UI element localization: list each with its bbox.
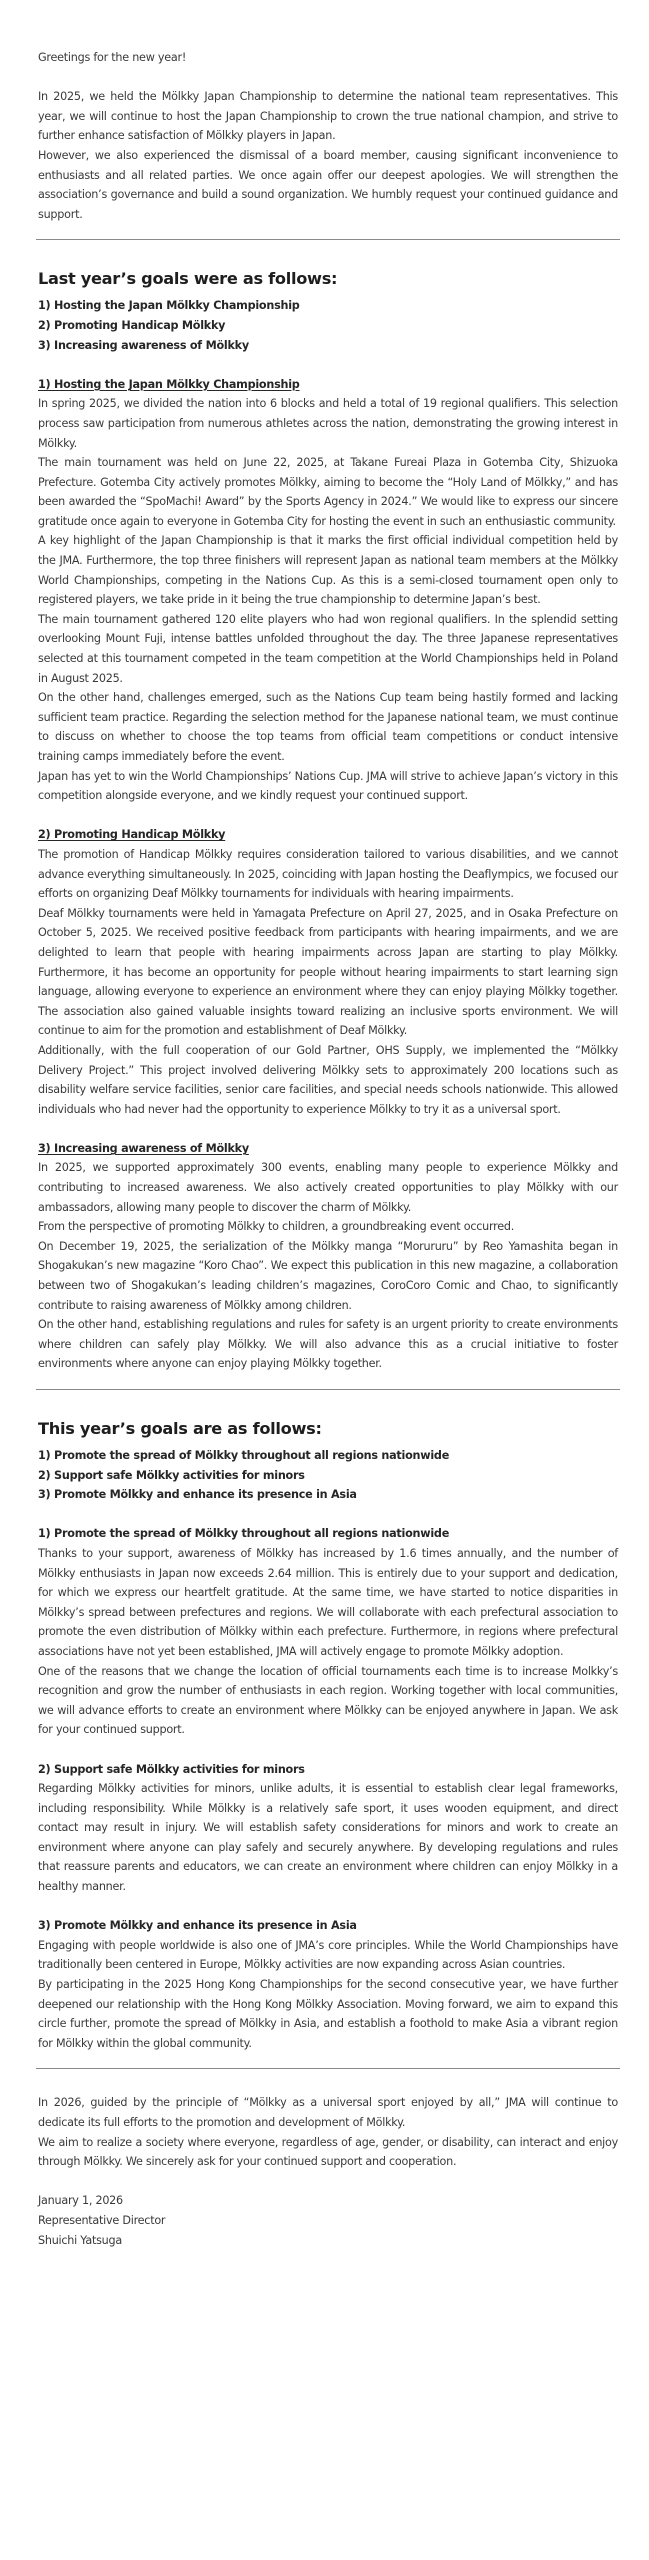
intro-paragraph: However, we also experienced the dismissal of a board member, causing significant inconvenience to enthusiasts and all related parties. We once again offer our deepest apologies. We will strengthen the association’s governance and build a sound organization. We humbly request your continued guidance and support. bbox=[38, 148, 618, 221]
this-year-subsection-1 bbox=[38, 1524, 618, 1740]
closing-paragraph: We aim to realize a society where everyone, regardless of age, gender, or disability, can interact and enjoy through Mölkky. We sincerely ask for your continued support and cooperation. bbox=[38, 2135, 618, 2169]
subsection-title: 1) Hosting the Japan Mölkky Championship bbox=[38, 377, 300, 391]
body-paragraph: Regarding Mölkky activities for minors, unlike adults, it is essential to establish clear legal frameworks, including responsibility. While Mölkky is a relatively safe sport, it uses wooden equipment, and direct contact may result in injury. We will establish safety considerations for minors and work to create an environment where anyone can play safely and securely anywhere. By developing regulations and rules that reassure parents and educators, we can create an environment where children can enjoy Mölkky in a healthy manner. bbox=[38, 1782, 618, 1894]
goal-item: 2) Support safe Mölkky activities for minors bbox=[38, 1468, 305, 1482]
goal-item: 1) Promote the spread of Mölkky throughout all regions nationwide bbox=[38, 1449, 450, 1462]
body-paragraph: In 2025, we supported approximately 300 events, enabling many people to experience Mölkky and contributing to increased awareness. We also actively created opportunities to play Mölkky with our ambassadors, allowing many people to discover the charm of Mölkky. bbox=[38, 1161, 618, 1214]
closing-section bbox=[38, 2093, 618, 2171]
body-paragraph: Additionally, with the full cooperation of our Gold Partner, OHS Supply, we implemented the “Mölkky Delivery Project.” This project involved delivering Mölkky sets to approximately 200 locations such as disability welfare service facilities, senior care facilities, and special needs schools nationwide. This allowed individuals who had never had the opportunity to experience Mölkky to try it as a universal sport. bbox=[38, 1043, 618, 1116]
subsection-title: 3) Promote Mölkky and enhance its presence in Asia bbox=[38, 1919, 357, 1933]
last-year-subsection-2 bbox=[38, 825, 618, 1119]
last-year-goals-section bbox=[38, 268, 618, 1374]
body-paragraph: Japan has yet to win the World Championships’ Nations Cup. JMA will strive to achieve Japan’s victory in this competition alongside everyone, and we kindly request your continued support. bbox=[38, 769, 618, 803]
goal-item: 1) Hosting the Japan Mölkky Championship bbox=[38, 299, 300, 313]
this-year-subsection-3 bbox=[38, 1916, 618, 2053]
greeting: Greetings for the new year! bbox=[38, 51, 187, 64]
subsection-title: 2) Support safe Mölkky activities for minors bbox=[38, 1762, 305, 1776]
body-paragraph: Thanks to your support, awareness of Mölkky has increased by 1.6 times annually, and the number of Mölkky enthusiasts in Japan now exceeds 2.64 million. This is entirely due to your support and dedication, for which we express our heartfelt gratitude. At the same time, we have started to notice disparities in Mölkky’s spread between prefectures and regions. We will collaborate with each prefectural association to promote the even distribution of Mölkky within each prefecture. Furthermore, in regions where prefectural associations have not yet been established, JMA will actively engage to promote Mölkky adoption. bbox=[38, 1546, 618, 1658]
divider bbox=[36, 239, 620, 240]
signature-date: January 1, 2026 bbox=[38, 2194, 123, 2208]
body-paragraph: One of the reasons that we change the location of official tournaments each time is to increase Molkky’s recognition and grow the number of enthusiasts in each region. Working together with local communities, we will advance efforts to create an environment where Mölkky can be enjoyed anywhere in Japan. We ask for your continued support. bbox=[38, 1664, 618, 1737]
body-paragraph: The main tournament was held on June 22, 2025, at Takane Fureai Plaza in Gotemba City, Shizuoka Prefecture. Gotemba City actively promotes Mölkky, aiming to become the “Holy Land of Mölkky,” and has been awarded the “SpoMachi! Award” by the Sports Agency in 2024.” We would like to express our sincere gratitude once again to everyone in Gotemba City for hosting the event in such an enthusiastic community. bbox=[38, 456, 618, 528]
signature-role: Representative Director bbox=[38, 2213, 166, 2227]
this-year-subsection-2 bbox=[38, 1760, 618, 1897]
subsection-title: 3) Increasing awareness of Mölkky bbox=[38, 1141, 249, 1155]
divider bbox=[36, 2068, 620, 2069]
body-paragraph: On December 19, 2025, the serialization of the Mölkky manga “Morururu” by Reo Yamashita began in Shogakukan’s new magazine “Koro Chao”. We expect this publication in this new magazine, a collaboration between two of Shogakukan’s leading children’s magazines, CoroCoro Comic and Chao, to significantly contribute to raising awareness of Mölkky among children. bbox=[38, 1239, 618, 1312]
body-paragraph: From the perspective of promoting Mölkky to children, a groundbreaking event occurred. bbox=[38, 1220, 515, 1234]
divider bbox=[36, 1389, 620, 1390]
signature-block bbox=[38, 2191, 618, 2250]
last-year-subsection-3 bbox=[38, 1139, 618, 1374]
intro-section bbox=[38, 87, 618, 224]
this-year-goal-list bbox=[38, 1446, 618, 1505]
last-year-goal-list bbox=[38, 296, 618, 355]
subsection-title: 2) Promoting Handicap Mölkky bbox=[38, 828, 226, 842]
subsection-title: 1) Promote the spread of Mölkky throughout all regions nationwide bbox=[38, 1527, 450, 1541]
body-paragraph: On the other hand, establishing regulations and rules for safety is an urgent priority to create environments where children can safely play Mölkky. We will also advance this as a crucial initiative to foster environments where anyone can enjoy playing Mölkky together. bbox=[38, 1318, 618, 1371]
goal-item: 2) Promoting Handicap Mölkky bbox=[38, 318, 226, 332]
closing-paragraph: In 2026, guided by the principle of “Mölkky as a universal sport enjoyed by all,” JMA will continue to dedicate its full efforts to the promotion and development of Mölkky. bbox=[38, 2096, 618, 2129]
this-year-heading: This year’s goals are as follows: bbox=[38, 1419, 322, 1438]
body-paragraph: In spring 2025, we divided the nation into 6 blocks and held a total of 19 regional qualifiers. This selection process saw participation from numerous athletes across the nation, demonstrating the growing interest in Mölkky. bbox=[38, 397, 618, 450]
body-paragraph: Deaf Mölkky tournaments were held in Yamagata Prefecture on April 27, 2025, and in Osaka Prefecture on October 5, 2025. We received positive feedback from participants with hearing impairments, and we are delighted to learn that people with hearing impairments across Japan are starting to play Mölkky. Furthermore, it has become an opportunity for people without hearing impairments to start learning sign language, allowing everyone to experience an environment where they can enjoy playing Mölkky together. The association also gained valuable insights toward realizing an inclusive sports environment. We will continue to aim for the promotion and establishment of Deaf Mölkky. bbox=[38, 906, 618, 1038]
last-year-heading: Last year’s goals were as follows: bbox=[38, 269, 338, 289]
this-year-goals-section bbox=[38, 1418, 618, 2053]
body-paragraph: The main tournament gathered 120 elite players who had won regional qualifiers. In the splendid setting overlooking Mount Fuji, intense battles unfolded throughout the day. The three Japanese representatives selected at this tournament competed in the team competition at the World Championships held in Poland in August 2025. bbox=[38, 612, 618, 685]
last-year-subsection-1 bbox=[38, 375, 618, 806]
body-paragraph: On the other hand, challenges emerged, such as the Nations Cup team being hastily formed and lacking sufficient team practice. Regarding the selection method for the Japanese national team, we must continue to discuss on whether to choose the top teams from official team competitions or conduct intensive training camps immediately before the event. bbox=[38, 691, 618, 763]
body-paragraph: The promotion of Handicap Mölkky requires consideration tailored to various disabilities, and we cannot advance everything simultaneously. In 2025, coinciding with Japan hosting the Deaflympics, we focused our efforts on organizing Deaf Mölkky tournaments for individuals with hearing impairments. bbox=[38, 847, 618, 901]
body-paragraph: By participating in the 2025 Hong Kong Championships for the second consecutive year, we have further deepened our relationship with the Hong Kong Mölkky Association. Moving forward, we aim to expand this circle further, promote the spread of Mölkky in Asia, and establish a foothold to make Asia a vibrant region for Mölkky within the global community. bbox=[38, 1978, 618, 2050]
body-paragraph: A key highlight of the Japan Championship is that it marks the first official individual competition held by the JMA. Furthermore, the top three finishers will represent Japan as national team members at the Mölkky World Championships, competing in the Nations Cup. As this is a semi-closed tournament open only to registered players, we take pride in it being the true championship to determine Japan’s best. bbox=[38, 534, 618, 607]
goal-item: 3) Increasing awareness of Mölkky bbox=[38, 338, 249, 352]
goal-item: 3) Promote Mölkky and enhance its presence in Asia bbox=[38, 1488, 357, 1502]
signature-name: Shuichi Yatsuga bbox=[38, 2233, 122, 2247]
body-paragraph: Engaging with people worldwide is also one of JMA’s core principles. While the World Championships have traditionally been centered in Europe, Mölkky activities are now expanding across Asian countries. bbox=[38, 1938, 618, 1972]
intro-paragraph: In 2025, we held the Mölkky Japan Championship to determine the national team representatives. This year, we will continue to host the Japan Championship to crown the true national champion, and strive to further enhance satisfaction of Mölkky players in Japan. bbox=[38, 90, 618, 143]
